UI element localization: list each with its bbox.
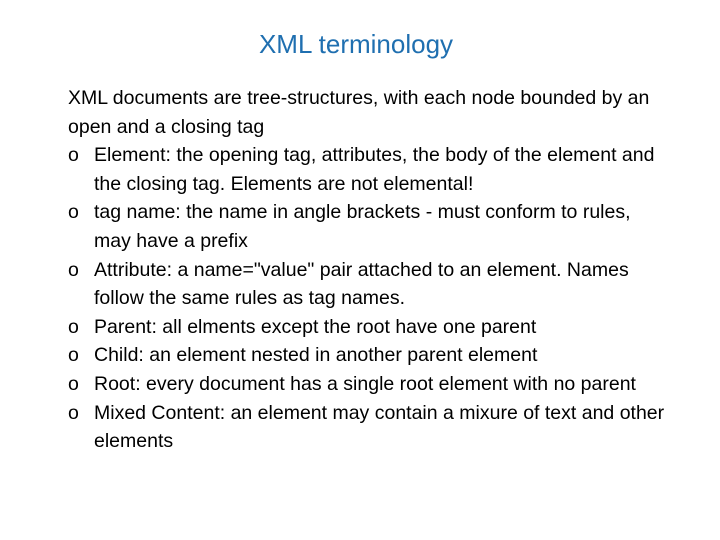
bullet-text: Element: the opening tag, attributes, the body of the element and the closing tag. Elements are not elemental! — [94, 144, 655, 195]
bullet-text: tag name: the name in angle brackets - must conform to rules, may have a prefix — [94, 201, 631, 252]
bullet-marker: o — [68, 201, 79, 224]
bullet-marker: o — [68, 144, 79, 167]
bullet-text: Attribute: a name="value" pair attached to an element. Names follow the same rules as tag names. — [94, 258, 629, 310]
bullet-item-mixed-content — [68, 399, 668, 456]
bullet-list — [68, 141, 668, 456]
bullet-marker: o — [68, 401, 79, 424]
bullet-text: Mixed Content: an element may contain a mixure of text and other elements — [94, 401, 665, 453]
bullet-marker: o — [68, 258, 79, 281]
slide-title: XML terminology — [258, 29, 454, 59]
bullet-item-element — [68, 141, 668, 198]
bullet-item-tag-name — [68, 198, 668, 255]
bullet-text: Child: an element nested in another parent element — [94, 344, 538, 367]
bullet-text: Root: every document has a single root element with no parent — [94, 372, 636, 395]
bullet-marker: o — [68, 344, 79, 367]
bullet-marker: o — [68, 372, 79, 395]
bullet-text: Parent: all elments except the root have one parent — [94, 315, 537, 338]
bullet-marker: o — [68, 315, 79, 338]
bullet-item-parent — [68, 313, 668, 342]
slide-content — [68, 84, 668, 456]
bullet-item-child — [68, 341, 668, 370]
intro-text: XML documents are tree-structures, with each node bounded by an open and a closing tag — [68, 87, 650, 138]
bullet-item-root — [68, 370, 668, 399]
bullet-item-attribute — [68, 256, 668, 313]
